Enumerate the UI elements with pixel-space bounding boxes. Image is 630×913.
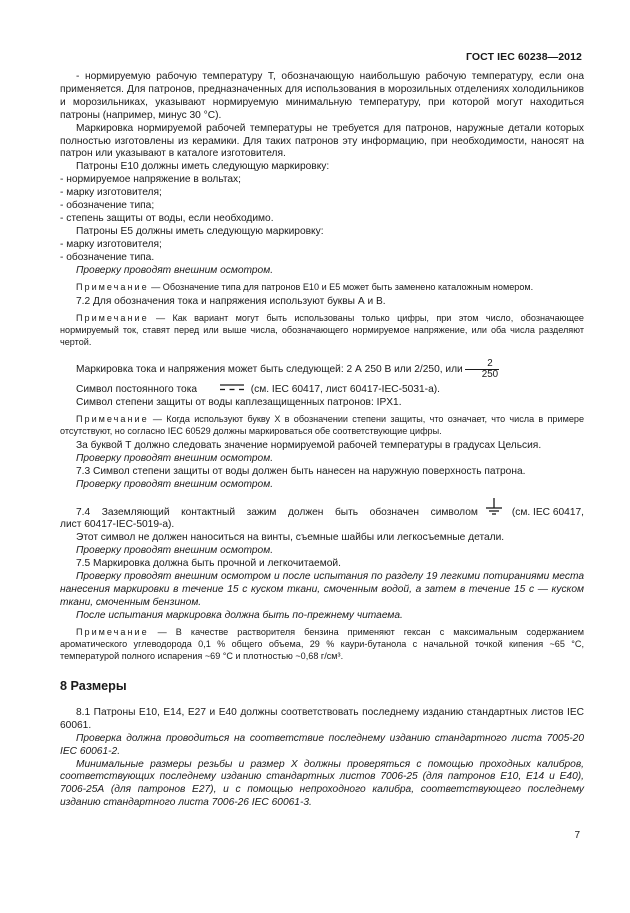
note-solvent: [60, 626, 584, 662]
standard-sheet-check: Проверка должна проводиться на соответствие последнему изданию стандартного листа 7005-20 IEC 60061-2.: [60, 732, 584, 757]
para-7-4-line2: лист 60417-IEC-5019-а).: [60, 519, 175, 531]
note-label: Примечание: [76, 626, 149, 637]
page-number: 7: [574, 830, 580, 841]
standard-header: ГОСТ IEC 60238—2012: [465, 51, 582, 63]
note-text: — Как вариант могут быть использованы только цифры, при этом число, обозначающее нормируемый ток, ставят перед или выше числа, обозначающего нормируемое напряжение, или оба числа разделяют чертой.: [60, 312, 584, 347]
earth-ground-symbol-icon: [484, 497, 504, 520]
check-statement: Проверку проводят внешним осмотром.: [76, 264, 274, 276]
note-label: Примечание: [76, 312, 149, 323]
dc-symbol-label: Символ постоянного тока: [76, 383, 198, 395]
post-test-requirement: После испытания маркировка должна быть по-прежнему читаема.: [76, 609, 403, 621]
ipx1-symbol-line: Символ степени защиты от воды каплезащищенных патронов: IPX1.: [76, 396, 402, 408]
list-item: - марку изготовителя;: [60, 187, 162, 199]
note-digits-variant: [60, 312, 584, 348]
note-text: — В качестве растворителя бензина применяют гексан с максимальным содержанием ароматического углеводорода 0,1 % общего объема, 29 % каури-бутанола с начальной точкой кипения ~65 °С, температурой полного испарения ~69 °С и плотностью ~0,68 г/см³.: [60, 626, 584, 661]
durability-test: Проверку проводят внешним осмотром и после испытания по разделу 19 легкими потираниями места нанесения маркировки в течение 15 с куском ткани, смоченным водой, а затем в течение 15 с — куском ткани, смоченным бензином.: [60, 571, 584, 608]
list-item: - степень защиты от воды, если необходимо.: [60, 212, 274, 224]
note-type-designation: [60, 281, 584, 293]
note-text: — Когда используют букву X в обозначении степени защиты, что означает, что числа в примере отсутствуют, но согласно IEC 60529 должны маркироваться обе соответствующие цифры.: [60, 413, 584, 436]
earth-terminal-reference: (см. IEC 60417,: [511, 506, 584, 518]
marking-example: [60, 359, 584, 380]
para-ceramic-exception: Маркировка нормируемой рабочей температуры не требуется для патронов, наружные детали которых полностью изготовлены из керамики. Для таких патронов эту информацию, при необходимости, наносят на патрон или указывают в каталоге изготовителя.: [60, 122, 584, 160]
check-statement: Проверку проводят внешним осмотром.: [76, 545, 274, 557]
section-heading: 8 Размеры: [60, 678, 127, 693]
para-7-2: 7.2 Для обозначения тока и напряжения используют буквы А и В.: [76, 295, 386, 307]
para-operating-temperature: - нормируемую рабочую температуру T, обозначающую наибольшую рабочую температуру, если она применяется. Для патронов, предназначенных для использования в морозильных отделениях холодильников и морозильниках, указывают нормируемую минимальную температуру, при которой могут находиться патроны (например, минус 30 °С).: [60, 71, 584, 121]
dc-symbol-line: [60, 382, 584, 397]
fraction-numerator: 2: [465, 359, 499, 370]
para-7-5: 7.5 Маркировка должна быть прочной и легкочитаемой.: [76, 558, 341, 570]
list-item: - обозначение типа.: [60, 251, 155, 263]
current-voltage-fraction: [465, 359, 499, 380]
note-label: Примечание: [76, 281, 149, 292]
page-content: [60, 71, 584, 810]
check-statement: Проверку проводят внешним осмотром.: [76, 478, 274, 490]
note-text: — Обозначение типа для патронов Е10 и Е5 может быть заменено каталожным номером.: [148, 281, 534, 292]
para-8-1: 8.1 Патроны Е10, Е14, Е27 и Е40 должны соответствовать последнему изданию стандартных листов IEC 60061.: [60, 706, 584, 731]
earth-symbol-restriction: Этот символ не должен наноситься на винты, съемные шайбы или легкосъемные детали.: [76, 532, 505, 544]
letter-t-statement: За буквой Т должно следовать значение нормируемой рабочей температуры в градусах Цельсия.: [76, 439, 542, 451]
list-item: - обозначение типа;: [60, 200, 155, 212]
e10-intro: Патроны Е10 должны иметь следующую маркировку:: [76, 161, 330, 173]
note-label: Примечание: [76, 413, 149, 424]
gauge-check: Минимальные размеры резьбы и размер X должны проверяться с помощью проходных калибров, соответствующих последнему изданию стандартных листов 7006-25 (для патронов Е10, Е14 и Е40), 7006-25А (для патронов Е27), и с помощью непроходного калибра, соответствующего последнему изданию стандартного листа 7006-26 IEC 60061-3.: [60, 758, 584, 809]
para-7-3: 7.3 Символ степени защиты от воды должен быть нанесен на наружную поверхность патрона.: [76, 465, 526, 477]
earth-terminal-text: 7.4 Заземляющий контактный зажим должен быть обозначен символом: [76, 506, 478, 518]
para-7-4: [60, 497, 584, 520]
e5-intro: Патроны Е5 должны иметь следующую маркировку:: [76, 225, 324, 237]
note-ip-letter-x: [60, 413, 584, 437]
marking-text: Маркировка тока и напряжения может быть следующей: 2 А 250 В или 2/250, или: [76, 363, 463, 375]
list-item: - нормируемое напряжение в вольтах;: [60, 174, 241, 186]
fraction-denominator: 250: [481, 368, 499, 380]
direct-current-symbol-icon: [200, 382, 248, 397]
list-item: - марку изготовителя;: [60, 238, 162, 250]
check-statement: Проверку проводят внешним осмотром.: [76, 452, 274, 464]
dc-symbol-reference: (см. IEC 60417, лист 60417-IEC-5031-а).: [250, 383, 440, 395]
